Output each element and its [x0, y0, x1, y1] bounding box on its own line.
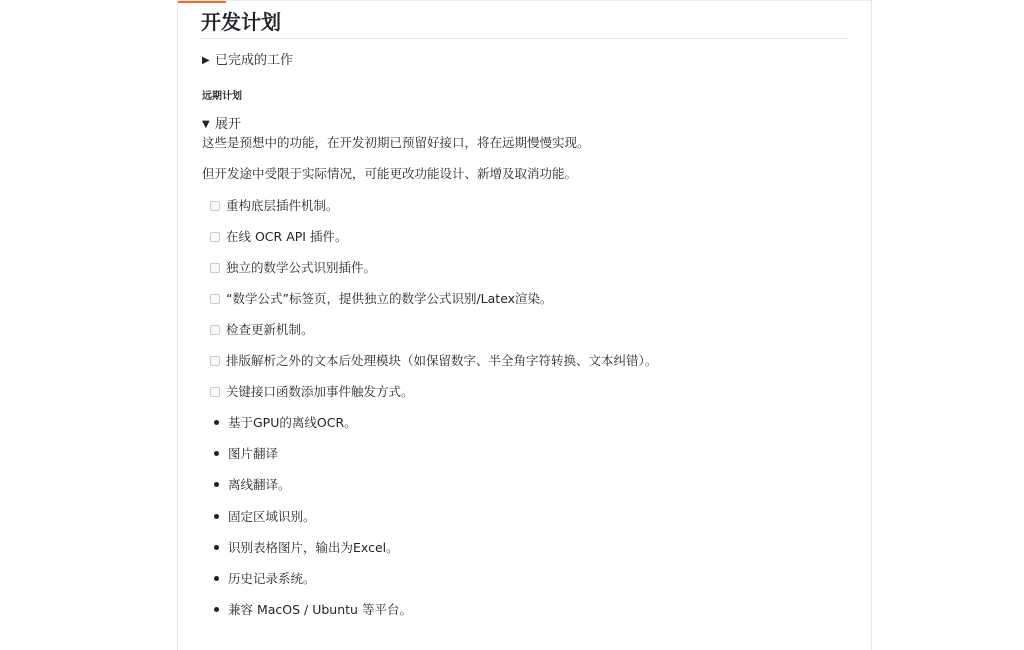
list-item — [214, 445, 278, 463]
expand-toggle[interactable] — [202, 116, 241, 134]
bullet-icon — [214, 420, 219, 425]
intro-paragraph: 这些是预想中的功能，在开发初期已预留好接口，将在远期慢慢实现。 — [202, 135, 590, 150]
list-item — [214, 570, 316, 588]
task-checkbox[interactable] — [210, 294, 220, 304]
list-item-label: 固定区域识别。 — [228, 509, 316, 524]
section-heading-long-term: 远期计划 — [202, 91, 242, 102]
bullet-icon — [214, 451, 219, 456]
task-label: 在线 OCR API 插件。 — [226, 229, 348, 244]
expanded-triangle-icon: ▼ — [202, 119, 210, 130]
list-item-label: 基于GPU的离线OCR。 — [228, 415, 357, 430]
task-item — [210, 228, 347, 246]
task-label: 独立的数学公式识别插件。 — [226, 260, 377, 275]
task-label: “数学公式”标签页，提供独立的数学公式识别/Latex渲染。 — [226, 291, 553, 306]
list-item — [214, 539, 399, 557]
task-label: 检查更新机制。 — [226, 322, 314, 337]
list-item-label: 图片翻译 — [228, 446, 279, 461]
bullet-icon — [214, 545, 219, 550]
task-label: 排版解析之外的文本后处理模块（如保留数字、半全角字符转换、文本纠错）。 — [226, 353, 658, 368]
task-item — [210, 383, 414, 401]
task-checkbox[interactable] — [210, 201, 220, 211]
task-checkbox[interactable] — [210, 387, 220, 397]
task-item — [210, 290, 553, 308]
completed-work-label: 已完成的工作 — [215, 53, 294, 68]
list-item — [214, 414, 357, 432]
list-item-label: 识别表格图片，输出为Excel。 — [228, 540, 399, 555]
task-checkbox[interactable] — [210, 263, 220, 273]
list-item — [214, 601, 412, 619]
bullet-icon — [214, 607, 219, 612]
list-item-label: 兼容 MacOS / Ubuntu 等平台。 — [228, 602, 412, 617]
collapsed-triangle-icon: ▶ — [202, 55, 210, 66]
bullet-icon — [214, 482, 219, 487]
task-label: 关键接口函数添加事件触发方式。 — [226, 384, 414, 399]
task-checkbox[interactable] — [210, 356, 220, 366]
task-checkbox[interactable] — [210, 232, 220, 242]
bullet-icon — [214, 514, 219, 519]
task-item — [210, 352, 657, 370]
task-checkbox[interactable] — [210, 325, 220, 335]
list-item — [214, 476, 291, 494]
task-label: 重构底层插件机制。 — [226, 198, 339, 213]
task-item — [210, 197, 339, 215]
markdown-content — [177, 0, 872, 650]
bullet-icon — [214, 576, 219, 581]
completed-work-toggle[interactable] — [202, 52, 293, 70]
task-item — [210, 259, 376, 277]
page-title: 开发计划 — [201, 9, 847, 39]
list-item — [214, 508, 316, 526]
task-item — [210, 321, 314, 339]
expand-label: 展开 — [215, 117, 242, 132]
list-item-label: 历史记录系统。 — [228, 571, 316, 586]
top-accent-bar — [178, 1, 226, 3]
intro-paragraph: 但开发途中受限于实际情况，可能更改功能设计、新增及取消功能。 — [202, 166, 578, 181]
list-item-label: 离线翻译。 — [228, 477, 291, 492]
